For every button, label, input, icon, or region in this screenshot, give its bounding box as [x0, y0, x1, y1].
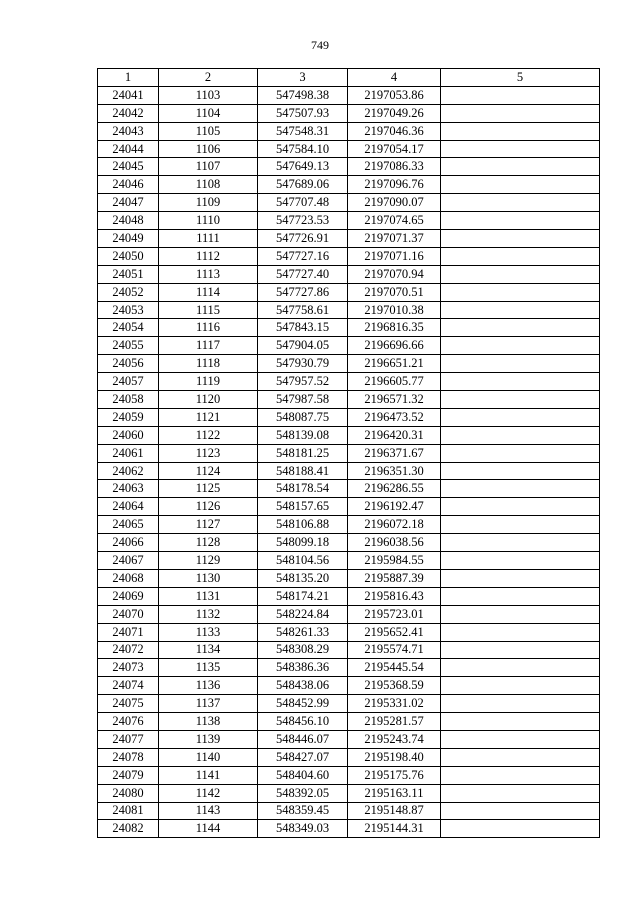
vertex-number-cell: 1128 [159, 534, 258, 552]
table-row [98, 534, 600, 552]
table-row [98, 122, 600, 140]
y-coordinate-cell: 2196816.35 [348, 319, 441, 337]
vertex-number-cell: 1117 [159, 337, 258, 355]
y-coordinate-cell: 2197096.76 [348, 176, 441, 194]
vertex-number-cell: 1142 [159, 784, 258, 802]
x-coordinate-cell: 548261.33 [258, 623, 348, 641]
y-coordinate-cell: 2197090.07 [348, 194, 441, 212]
table-row [98, 230, 600, 248]
table-row [98, 569, 600, 587]
vertex-number-cell: 1139 [159, 730, 258, 748]
x-coordinate-cell: 548386.36 [258, 659, 348, 677]
x-coordinate-cell: 547584.10 [258, 140, 348, 158]
notes-cell [441, 355, 600, 373]
vertex-number-cell: 1108 [159, 176, 258, 194]
x-coordinate-cell: 547727.40 [258, 265, 348, 283]
x-coordinate-cell: 548404.60 [258, 766, 348, 784]
x-coordinate-cell: 548392.05 [258, 784, 348, 802]
y-coordinate-cell: 2195652.41 [348, 623, 441, 641]
notes-cell [441, 319, 600, 337]
notes-cell [441, 462, 600, 480]
table-row [98, 391, 600, 409]
notes-cell [441, 713, 600, 731]
x-coordinate-cell: 548087.75 [258, 408, 348, 426]
notes-cell [441, 677, 600, 695]
y-coordinate-cell: 2196651.21 [348, 355, 441, 373]
table-row [98, 265, 600, 283]
table-row [98, 444, 600, 462]
y-coordinate-cell: 2195243.74 [348, 730, 441, 748]
x-coordinate-cell: 548452.99 [258, 695, 348, 713]
x-coordinate-cell: 547843.15 [258, 319, 348, 337]
x-coordinate-cell: 547904.05 [258, 337, 348, 355]
x-coordinate-cell: 548427.07 [258, 748, 348, 766]
header-row [98, 69, 600, 87]
y-coordinate-cell: 2197046.36 [348, 122, 441, 140]
x-coordinate-cell: 547727.16 [258, 247, 348, 265]
point-id-cell: 24049 [98, 230, 159, 248]
vertex-number-cell: 1129 [159, 552, 258, 570]
point-id-cell: 24046 [98, 176, 159, 194]
notes-cell [441, 212, 600, 230]
point-id-cell: 24080 [98, 784, 159, 802]
vertex-number-cell: 1118 [159, 355, 258, 373]
notes-cell [441, 605, 600, 623]
table-row [98, 176, 600, 194]
vertex-number-cell: 1113 [159, 265, 258, 283]
column-header-5: 5 [441, 69, 600, 87]
notes-cell [441, 587, 600, 605]
x-coordinate-cell: 547689.06 [258, 176, 348, 194]
point-id-cell: 24070 [98, 605, 159, 623]
point-id-cell: 24054 [98, 319, 159, 337]
notes-cell [441, 158, 600, 176]
table-row [98, 498, 600, 516]
vertex-number-cell: 1111 [159, 230, 258, 248]
vertex-number-cell: 1103 [159, 86, 258, 104]
table-row [98, 247, 600, 265]
table-row [98, 337, 600, 355]
notes-cell [441, 265, 600, 283]
table-row [98, 408, 600, 426]
x-coordinate-cell: 548308.29 [258, 641, 348, 659]
x-coordinate-cell: 548106.88 [258, 516, 348, 534]
table-row [98, 301, 600, 319]
point-id-cell: 24050 [98, 247, 159, 265]
table-row [98, 462, 600, 480]
vertex-number-cell: 1105 [159, 122, 258, 140]
point-id-cell: 24042 [98, 104, 159, 122]
table-row [98, 140, 600, 158]
point-id-cell: 24060 [98, 426, 159, 444]
y-coordinate-cell: 2195144.31 [348, 820, 441, 838]
x-coordinate-cell: 547507.93 [258, 104, 348, 122]
point-id-cell: 24072 [98, 641, 159, 659]
vertex-number-cell: 1140 [159, 748, 258, 766]
point-id-cell: 24055 [98, 337, 159, 355]
vertex-number-cell: 1112 [159, 247, 258, 265]
vertex-number-cell: 1121 [159, 408, 258, 426]
notes-cell [441, 247, 600, 265]
column-header-4: 4 [348, 69, 441, 87]
table-row [98, 748, 600, 766]
vertex-number-cell: 1109 [159, 194, 258, 212]
point-id-cell: 24076 [98, 713, 159, 731]
coordinates-table [97, 68, 600, 838]
vertex-number-cell: 1122 [159, 426, 258, 444]
x-coordinate-cell: 547987.58 [258, 391, 348, 409]
notes-cell [441, 569, 600, 587]
point-id-cell: 24043 [98, 122, 159, 140]
table-row [98, 212, 600, 230]
table-row [98, 730, 600, 748]
x-coordinate-cell: 548181.25 [258, 444, 348, 462]
point-id-cell: 24059 [98, 408, 159, 426]
vertex-number-cell: 1127 [159, 516, 258, 534]
table-row [98, 820, 600, 838]
vertex-number-cell: 1134 [159, 641, 258, 659]
y-coordinate-cell: 2195198.40 [348, 748, 441, 766]
table-row [98, 623, 600, 641]
notes-cell [441, 802, 600, 820]
notes-cell [441, 623, 600, 641]
vertex-number-cell: 1125 [159, 480, 258, 498]
notes-cell [441, 784, 600, 802]
table-body [98, 86, 600, 837]
x-coordinate-cell: 547930.79 [258, 355, 348, 373]
point-id-cell: 24063 [98, 480, 159, 498]
notes-cell [441, 444, 600, 462]
vertex-number-cell: 1119 [159, 373, 258, 391]
y-coordinate-cell: 2195984.55 [348, 552, 441, 570]
y-coordinate-cell: 2195574.71 [348, 641, 441, 659]
y-coordinate-cell: 2196072.18 [348, 516, 441, 534]
x-coordinate-cell: 547707.48 [258, 194, 348, 212]
x-coordinate-cell: 548178.54 [258, 480, 348, 498]
notes-cell [441, 748, 600, 766]
point-id-cell: 24065 [98, 516, 159, 534]
point-id-cell: 24062 [98, 462, 159, 480]
point-id-cell: 24078 [98, 748, 159, 766]
point-id-cell: 24073 [98, 659, 159, 677]
y-coordinate-cell: 2197010.38 [348, 301, 441, 319]
x-coordinate-cell: 548099.18 [258, 534, 348, 552]
x-coordinate-cell: 547548.31 [258, 122, 348, 140]
point-id-cell: 24052 [98, 283, 159, 301]
table-row [98, 552, 600, 570]
y-coordinate-cell: 2196038.56 [348, 534, 441, 552]
y-coordinate-cell: 2196571.32 [348, 391, 441, 409]
y-coordinate-cell: 2197086.33 [348, 158, 441, 176]
point-id-cell: 24051 [98, 265, 159, 283]
point-id-cell: 24067 [98, 552, 159, 570]
page-number: 749 [311, 38, 329, 52]
table-row [98, 194, 600, 212]
table-row [98, 695, 600, 713]
point-id-cell: 24047 [98, 194, 159, 212]
point-id-cell: 24074 [98, 677, 159, 695]
y-coordinate-cell: 2197049.26 [348, 104, 441, 122]
vertex-number-cell: 1143 [159, 802, 258, 820]
vertex-number-cell: 1141 [159, 766, 258, 784]
notes-cell [441, 426, 600, 444]
y-coordinate-cell: 2196473.52 [348, 408, 441, 426]
table-row [98, 605, 600, 623]
column-header-3: 3 [258, 69, 348, 87]
y-coordinate-cell: 2197074.65 [348, 212, 441, 230]
vertex-number-cell: 1130 [159, 569, 258, 587]
y-coordinate-cell: 2196351.30 [348, 462, 441, 480]
table-row [98, 802, 600, 820]
point-id-cell: 24082 [98, 820, 159, 838]
notes-cell [441, 408, 600, 426]
point-id-cell: 24041 [98, 86, 159, 104]
point-id-cell: 24056 [98, 355, 159, 373]
vertex-number-cell: 1110 [159, 212, 258, 230]
notes-cell [441, 86, 600, 104]
y-coordinate-cell: 2196696.66 [348, 337, 441, 355]
vertex-number-cell: 1106 [159, 140, 258, 158]
vertex-number-cell: 1144 [159, 820, 258, 838]
x-coordinate-cell: 547957.52 [258, 373, 348, 391]
vertex-number-cell: 1132 [159, 605, 258, 623]
notes-cell [441, 552, 600, 570]
table-row [98, 766, 600, 784]
notes-cell [441, 194, 600, 212]
notes-cell [441, 498, 600, 516]
point-id-cell: 24061 [98, 444, 159, 462]
table-header [98, 69, 600, 87]
x-coordinate-cell: 547498.38 [258, 86, 348, 104]
table-row [98, 641, 600, 659]
y-coordinate-cell: 2197070.51 [348, 283, 441, 301]
x-coordinate-cell: 548224.84 [258, 605, 348, 623]
point-id-cell: 24077 [98, 730, 159, 748]
notes-cell [441, 391, 600, 409]
y-coordinate-cell: 2195281.57 [348, 713, 441, 731]
y-coordinate-cell: 2196605.77 [348, 373, 441, 391]
y-coordinate-cell: 2197070.94 [348, 265, 441, 283]
vertex-number-cell: 1126 [159, 498, 258, 516]
x-coordinate-cell: 547649.13 [258, 158, 348, 176]
table-row [98, 319, 600, 337]
y-coordinate-cell: 2197071.37 [348, 230, 441, 248]
notes-cell [441, 230, 600, 248]
vertex-number-cell: 1116 [159, 319, 258, 337]
notes-cell [441, 695, 600, 713]
y-coordinate-cell: 2196371.67 [348, 444, 441, 462]
point-id-cell: 24064 [98, 498, 159, 516]
table-row [98, 480, 600, 498]
notes-cell [441, 641, 600, 659]
vertex-number-cell: 1131 [159, 587, 258, 605]
x-coordinate-cell: 547758.61 [258, 301, 348, 319]
y-coordinate-cell: 2195163.11 [348, 784, 441, 802]
vertex-number-cell: 1124 [159, 462, 258, 480]
table-row [98, 713, 600, 731]
point-id-cell: 24057 [98, 373, 159, 391]
table-row [98, 516, 600, 534]
table-row [98, 355, 600, 373]
notes-cell [441, 480, 600, 498]
notes-cell [441, 516, 600, 534]
x-coordinate-cell: 548359.45 [258, 802, 348, 820]
table-row [98, 373, 600, 391]
notes-cell [441, 301, 600, 319]
table-row [98, 784, 600, 802]
notes-cell [441, 140, 600, 158]
table-row [98, 677, 600, 695]
vertex-number-cell: 1115 [159, 301, 258, 319]
table-row [98, 587, 600, 605]
x-coordinate-cell: 547727.86 [258, 283, 348, 301]
point-id-cell: 24079 [98, 766, 159, 784]
notes-cell [441, 659, 600, 677]
column-header-2: 2 [159, 69, 258, 87]
x-coordinate-cell: 548135.20 [258, 569, 348, 587]
x-coordinate-cell: 547726.91 [258, 230, 348, 248]
x-coordinate-cell: 547723.53 [258, 212, 348, 230]
notes-cell [441, 104, 600, 122]
notes-cell [441, 820, 600, 838]
x-coordinate-cell: 548349.03 [258, 820, 348, 838]
y-coordinate-cell: 2195816.43 [348, 587, 441, 605]
point-id-cell: 24081 [98, 802, 159, 820]
point-id-cell: 24048 [98, 212, 159, 230]
y-coordinate-cell: 2195368.59 [348, 677, 441, 695]
vertex-number-cell: 1120 [159, 391, 258, 409]
notes-cell [441, 730, 600, 748]
table-row [98, 86, 600, 104]
table-row [98, 426, 600, 444]
vertex-number-cell: 1137 [159, 695, 258, 713]
point-id-cell: 24058 [98, 391, 159, 409]
y-coordinate-cell: 2196192.47 [348, 498, 441, 516]
notes-cell [441, 337, 600, 355]
y-coordinate-cell: 2195723.01 [348, 605, 441, 623]
y-coordinate-cell: 2197053.86 [348, 86, 441, 104]
point-id-cell: 24053 [98, 301, 159, 319]
notes-cell [441, 766, 600, 784]
x-coordinate-cell: 548188.41 [258, 462, 348, 480]
table-row [98, 104, 600, 122]
point-id-cell: 24044 [98, 140, 159, 158]
table-row [98, 158, 600, 176]
x-coordinate-cell: 548139.08 [258, 426, 348, 444]
y-coordinate-cell: 2195331.02 [348, 695, 441, 713]
notes-cell [441, 122, 600, 140]
y-coordinate-cell: 2195148.87 [348, 802, 441, 820]
vertex-number-cell: 1136 [159, 677, 258, 695]
notes-cell [441, 534, 600, 552]
point-id-cell: 24068 [98, 569, 159, 587]
vertex-number-cell: 1135 [159, 659, 258, 677]
notes-cell [441, 373, 600, 391]
point-id-cell: 24075 [98, 695, 159, 713]
x-coordinate-cell: 548456.10 [258, 713, 348, 731]
vertex-number-cell: 1133 [159, 623, 258, 641]
y-coordinate-cell: 2197054.17 [348, 140, 441, 158]
notes-cell [441, 176, 600, 194]
column-header-1: 1 [98, 69, 159, 87]
vertex-number-cell: 1104 [159, 104, 258, 122]
x-coordinate-cell: 548104.56 [258, 552, 348, 570]
x-coordinate-cell: 548157.65 [258, 498, 348, 516]
vertex-number-cell: 1138 [159, 713, 258, 731]
notes-cell [441, 283, 600, 301]
point-id-cell: 24066 [98, 534, 159, 552]
vertex-number-cell: 1114 [159, 283, 258, 301]
y-coordinate-cell: 2195445.54 [348, 659, 441, 677]
point-id-cell: 24045 [98, 158, 159, 176]
table-row [98, 283, 600, 301]
point-id-cell: 24069 [98, 587, 159, 605]
point-id-cell: 24071 [98, 623, 159, 641]
y-coordinate-cell: 2195175.76 [348, 766, 441, 784]
x-coordinate-cell: 548438.06 [258, 677, 348, 695]
y-coordinate-cell: 2197071.16 [348, 247, 441, 265]
vertex-number-cell: 1107 [159, 158, 258, 176]
y-coordinate-cell: 2196420.31 [348, 426, 441, 444]
y-coordinate-cell: 2195887.39 [348, 569, 441, 587]
x-coordinate-cell: 548174.21 [258, 587, 348, 605]
vertex-number-cell: 1123 [159, 444, 258, 462]
x-coordinate-cell: 548446.07 [258, 730, 348, 748]
table-row [98, 659, 600, 677]
y-coordinate-cell: 2196286.55 [348, 480, 441, 498]
